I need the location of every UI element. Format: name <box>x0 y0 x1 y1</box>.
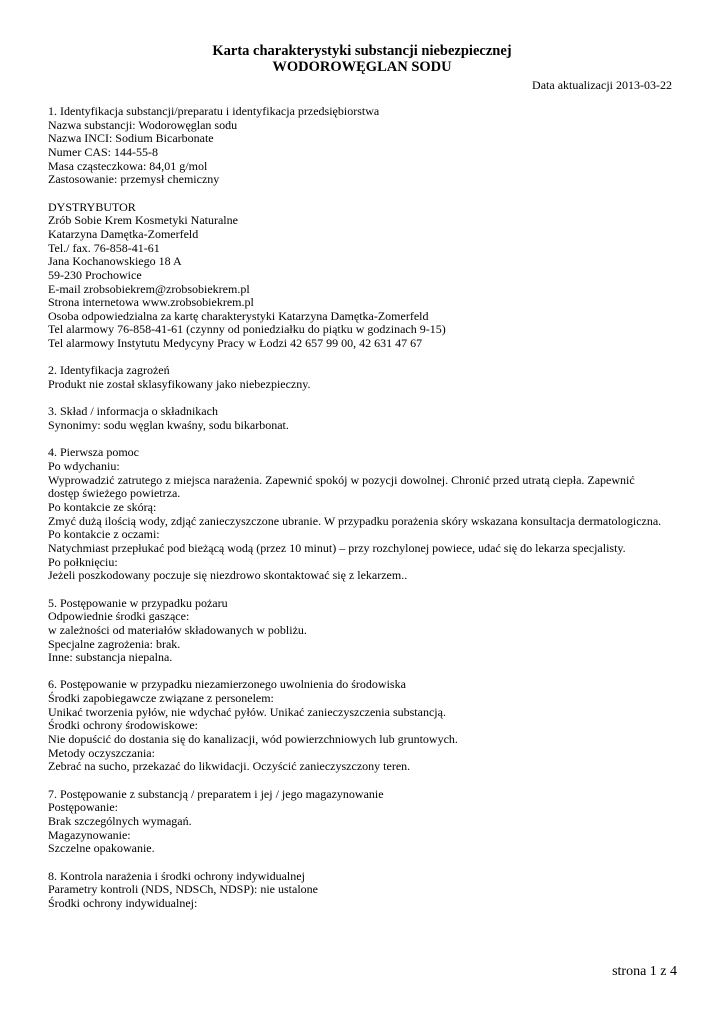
section-line: Specjalne zagrożenia: brak. <box>48 636 181 651</box>
section-line: Po połknięciu: <box>48 554 118 569</box>
section-line: Tel./ fax. 76-858-41-61 <box>48 240 160 255</box>
section-line: Strona internetowa www.zrobsobiekrem.pl <box>48 295 254 310</box>
section-exposure-controls <box>48 870 688 911</box>
section-heading: 3. Skład / informacja o składnikach <box>48 404 218 419</box>
section-line: Nie dopuścić do dostania się do kanalizacji, wód powierzchniowych lub gruntowych. <box>48 732 458 747</box>
section-line: dostęp świeżego powietrza. <box>48 486 181 501</box>
section-heading: 4. Pierwsza pomoc <box>48 445 139 460</box>
section-line: Parametry kontroli (NDS, NDSCh, NDSP): nie ustalone <box>48 882 318 897</box>
document-title: Karta charakterystyki substancji niebezpiecznej <box>212 43 512 59</box>
section-heading: 5. Postępowanie w przypadku pożaru <box>48 595 228 610</box>
section-line: Po wdychaniu: <box>48 459 120 473</box>
document-body <box>48 105 688 924</box>
section-heading: 1. Identyfikacja substancji/preparatu i identyfikacja przedsiębiorstwa <box>48 104 380 118</box>
section-line: Wyprowadzić zatrutego z miejsca narażenia. Zapewnić spokój w pozycji dowolnej. Chronić przed utratą ciepła. Zapewnić <box>48 472 635 487</box>
section-handling-storage <box>48 788 688 856</box>
section-line: Inne: substancja niepalna. <box>48 650 173 665</box>
section-line: Magazynowanie: <box>48 827 131 842</box>
section-heading: DYSTRYBUTOR <box>48 199 136 214</box>
section-heading: 2. Identyfikacja zagrożeń <box>48 363 170 378</box>
section-line: Po kontakcie ze skórą: <box>48 499 157 514</box>
section-line: Środki ochrony indywidualnej: <box>48 895 198 910</box>
page-number: strona 1 z 4 <box>612 964 677 979</box>
section-line: Szczelne opakowanie. <box>48 841 155 856</box>
section-line: Środki zapobiegawcze związane z personelem: <box>48 691 274 706</box>
section-line: Środki ochrony środowiskowe: <box>48 718 198 733</box>
section-line: Po kontakcie z oczami: <box>48 527 160 542</box>
section-line: Synonimy: sodu węglan kwaśny, sodu bikarbonat. <box>48 418 289 433</box>
section-line: 59-230 Prochowice <box>48 267 142 282</box>
section-line: Produkt nie został sklasyfikowany jako niebezpieczny. <box>48 377 311 392</box>
section-line: Nazwa INCI: Sodium Bicarbonate <box>48 131 214 146</box>
section-first-aid <box>48 446 688 583</box>
section-line: Postępowanie: <box>48 800 118 815</box>
section-accidental-release <box>48 678 688 774</box>
section-distributor <box>48 201 688 351</box>
section-identification <box>48 105 688 187</box>
section-heading: 7. Postępowanie z substancją / preparatem i jej / jego magazynowanie <box>48 786 384 801</box>
section-composition <box>48 405 688 432</box>
section-heading: 6. Postępowanie w przypadku niezamierzonego uwolnienia do środowiska <box>48 677 406 692</box>
section-line: Masa cząsteczkowa: 84,01 g/mol <box>48 158 208 173</box>
section-line: Numer CAS: 144-55-8 <box>48 144 158 159</box>
section-line: Zastosowanie: przemysł chemiczny <box>48 172 220 187</box>
section-line: Zebrać na sucho, przekazać do likwidacji. Oczyścić zanieczyszczony teren. <box>48 759 411 774</box>
section-line: Zmyć dużą ilością wody, zdjąć zanieczyszczone ubranie. W przypadku porażenia skóry wskazana konsultacja dermatologiczna. <box>48 513 662 528</box>
section-hazards <box>48 364 688 391</box>
section-line: Zrób Sobie Krem Kosmetyki Naturalne <box>48 213 238 228</box>
section-line: Metody oczyszczania: <box>48 745 155 760</box>
section-line: Tel alarmowy Instytutu Medycyny Pracy w Łodzi 42 657 99 00, 42 631 47 67 <box>48 336 423 351</box>
update-date: Data aktualizacji 2013-03-22 <box>532 78 672 92</box>
section-line: Jana Kochanowskiego 18 A <box>48 254 182 269</box>
section-line: Nazwa substancji: Wodorowęglan sodu <box>48 117 238 132</box>
section-fire-fighting <box>48 597 688 665</box>
section-line: w zależności od materiałów składowanych w pobliżu. <box>48 622 307 637</box>
section-line: Brak szczególnych wymagań. <box>48 814 192 829</box>
section-line: Unikać tworzenia pyłów, nie wdychać pyłów. Unikać zanieczyszczenia substancją. <box>48 704 446 719</box>
section-heading: 8. Kontrola narażenia i środki ochrony indywidualnej <box>48 868 305 883</box>
section-line: Katarzyna Damętka-Zomerfeld <box>48 226 199 241</box>
substance-title: WODOROWĘGLAN SODU <box>272 59 452 75</box>
section-line: Odpowiednie środki gaszące: <box>48 609 190 624</box>
section-line: E-mail zrobsobiekrem@zrobsobiekrem.pl <box>48 281 250 296</box>
section-line: Osoba odpowiedzialna za kartę charakterystyki Katarzyna Damętka-Zomerfeld <box>48 308 429 323</box>
section-line: Natychmiast przepłukać pod bieżącą wodą (przez 10 minut) – przy rozchylonej powiece, udać się do lekarza specjalisty. <box>48 540 626 555</box>
section-line: Jeżeli poszkodowany poczuje się niezdrowo skontaktować się z lekarzem.. <box>48 568 408 583</box>
section-line: Tel alarmowy 76-858-41-61 (czynny od poniedziałku do piątku w godzinach 9-15) <box>48 322 446 337</box>
